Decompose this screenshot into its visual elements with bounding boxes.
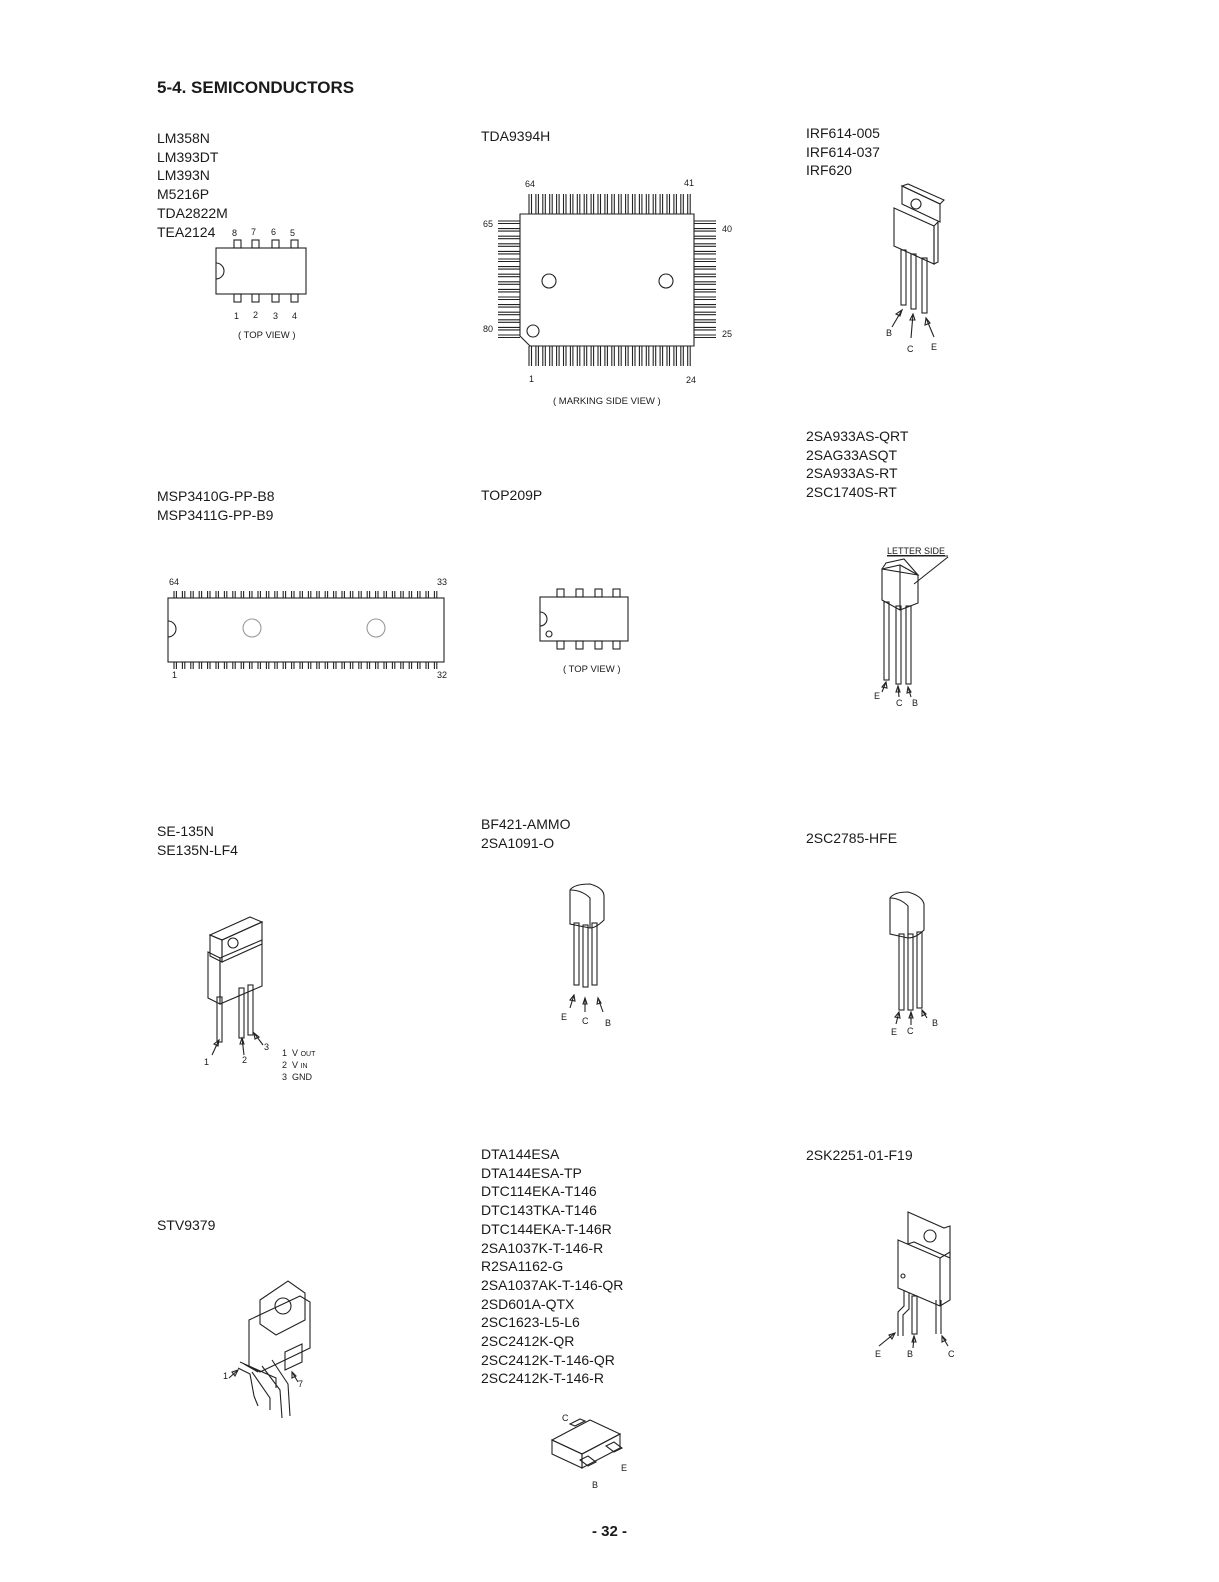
lead-label: B (592, 1480, 599, 1490)
part-number: 2SA1091-O (481, 834, 555, 851)
part-number: 2SC2412K-T-146-QR (481, 1351, 615, 1368)
pin-label: 32 (437, 670, 448, 680)
part-number: TDA9394H (481, 128, 551, 144)
lead-label: B (886, 328, 893, 338)
part-number: 2SA1037AK-T-146-QR (481, 1276, 624, 1293)
pin-label: 7 (298, 1379, 304, 1389)
part-number: 2SA933AS-QRT (806, 428, 909, 444)
pin-label: 80 (483, 324, 494, 334)
lead-label: B (932, 1018, 939, 1028)
part-number: 2SC2412K-T-146-R (481, 1370, 604, 1387)
lead-label: E (891, 1027, 898, 1037)
pin-label: 33 (437, 577, 448, 587)
pin-label: 64 (169, 577, 180, 587)
lead-label: E (875, 1349, 882, 1359)
pin-label: 8 (232, 228, 238, 238)
legend-num: 3 (282, 1072, 288, 1082)
part-number: DTA144ESA (481, 1146, 560, 1162)
lead-label: C (907, 1026, 914, 1036)
view-caption: ( MARKING SIDE VIEW ) (553, 396, 661, 407)
part-number: SE-135N (157, 823, 214, 839)
part-number: LM393DT (157, 148, 219, 165)
legend-num: 1 (282, 1048, 288, 1058)
pin-label: 41 (684, 178, 695, 188)
part-number: LM393N (157, 167, 210, 184)
part-number: TDA2822M (157, 204, 228, 221)
part-number: DTC143TKA-T146 (481, 1202, 597, 1219)
letter-side-label: LETTER SIDE (887, 546, 946, 556)
part-number: R2SA1162-G (481, 1258, 564, 1275)
part-number: 2SA933AS-RT (806, 465, 898, 482)
pin-label: 1 (172, 670, 178, 680)
part-number: DTC144EKA-T-146R (481, 1220, 612, 1237)
pin-label: 1 (529, 374, 535, 384)
legend-name: V (292, 1048, 299, 1058)
part-number: BF421-AMMO (481, 816, 571, 832)
part-number: 2SC2785-HFE (806, 830, 898, 846)
lead-label: C (907, 344, 914, 354)
lead-label: E (874, 691, 881, 701)
part-number: 2SC1623-L5-L6 (481, 1314, 580, 1331)
lead-label: B (912, 698, 919, 708)
part-number: TEA2124 (157, 223, 216, 240)
pin-label: 3 (264, 1042, 270, 1052)
pin-label: 2 (242, 1055, 248, 1065)
part-number: 2SA1037K-T-146-R (481, 1239, 604, 1256)
part-number: M5216P (157, 186, 210, 203)
view-caption: ( TOP VIEW ) (238, 330, 296, 341)
part-number: STV9379 (157, 1217, 216, 1233)
pin-label: 2 (253, 310, 259, 320)
pin-label: 4 (292, 311, 298, 321)
part-number: SE135N-LF4 (157, 841, 238, 858)
part-number: 2SC2412K-QR (481, 1333, 575, 1350)
lead-label: E (931, 342, 938, 352)
pin-label: 6 (271, 227, 277, 237)
pin-label: 64 (525, 179, 536, 189)
page-number: - 32 - (591, 1523, 627, 1540)
pin-label: 40 (722, 224, 733, 234)
part-number: 2SD601A-QTX (481, 1295, 575, 1312)
part-number: DTC114EKA-T146 (481, 1183, 597, 1200)
pin-label: 24 (686, 375, 697, 385)
view-caption: ( TOP VIEW ) (563, 664, 621, 675)
pin-label: 25 (722, 329, 733, 339)
lead-label: E (561, 1012, 568, 1022)
pin-label: 5 (290, 228, 296, 238)
lead-label: B (605, 1018, 612, 1028)
lead-label: C (896, 698, 903, 708)
part-number: DTA144ESA-TP (481, 1164, 582, 1181)
pin-label: 1 (234, 311, 240, 321)
pin-label: 65 (483, 219, 494, 229)
part-number: IRF620 (806, 162, 852, 179)
legend-name: V (292, 1060, 299, 1070)
page-title: 5-4. SEMICONDUCTORS (157, 78, 355, 97)
lead-label: E (621, 1463, 628, 1473)
lead-label: C (562, 1413, 569, 1423)
lead-label: C (582, 1016, 589, 1026)
part-number: MSP3411G-PP-B9 (157, 506, 274, 523)
part-number: 2SC1740S-RT (806, 484, 897, 501)
part-number: 2SAG33ASQT (806, 446, 898, 463)
pin-label: 1 (223, 1371, 229, 1381)
legend-name: GND (292, 1072, 313, 1082)
part-number: 2SK2251-01-F19 (806, 1147, 913, 1163)
legend-sub: IN (300, 1063, 308, 1070)
lead-label: B (907, 1349, 914, 1359)
part-number: LM358N (157, 130, 210, 146)
pin-label: 1 (204, 1057, 210, 1067)
pin-label: 3 (273, 311, 279, 321)
part-number: MSP3410G-PP-B8 (157, 488, 275, 504)
legend-num: 2 (282, 1060, 288, 1070)
pin-label: 7 (251, 227, 257, 237)
legend-sub: OUT (300, 1051, 316, 1058)
part-number: IRF614-005 (806, 125, 880, 141)
part-number: TOP209P (481, 487, 543, 503)
lead-label: C (948, 1349, 955, 1359)
part-number: IRF614-037 (806, 143, 880, 160)
